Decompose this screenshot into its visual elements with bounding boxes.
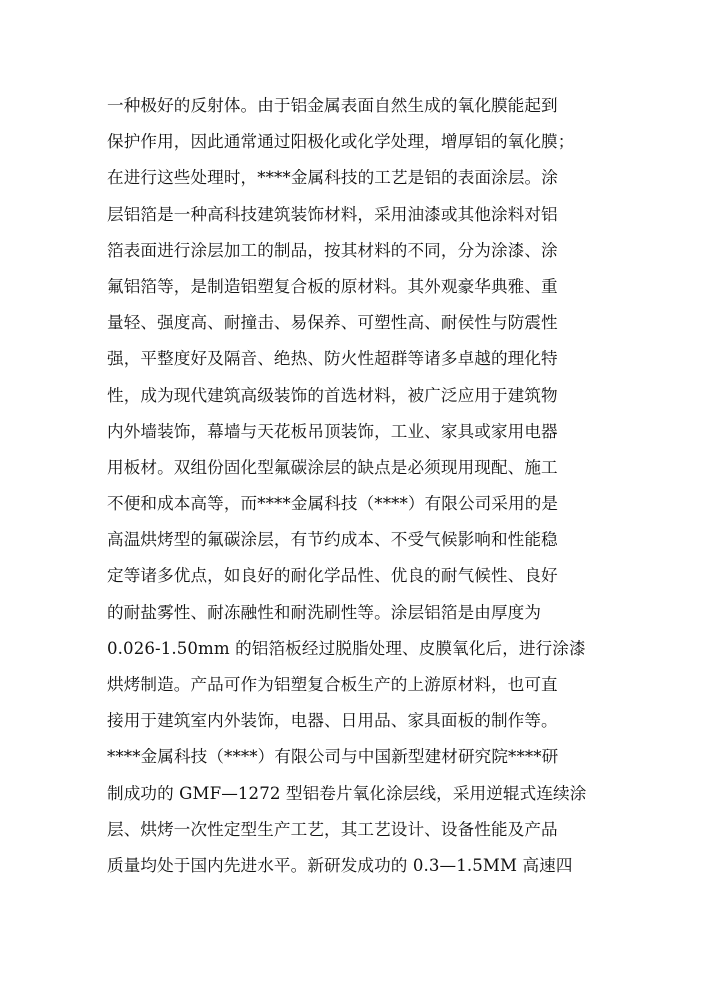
text-line: ****金属科技（****）有限公司与中国新型建材研究院****研 xyxy=(107,747,559,767)
text-line: 在进行这些处理时，****金属科技的工艺是铝的表面涂层。涂 xyxy=(107,168,558,188)
body-text xyxy=(107,88,597,884)
text-line: 制成功的 GMF—1272 型铝卷片氧化涂层线，采用逆辊式连续涂 xyxy=(107,783,587,803)
text-line: 强，平整度好及隔音、绝热、防火性超群等诸多卓越的理化特 xyxy=(107,349,558,369)
text-line: 一种极好的反射体。由于铝金属表面自然生成的氧化膜能起到 xyxy=(107,96,558,115)
text-line: 接用于建筑室内外装饰，电器、日用品、家具面板的制作等。 xyxy=(107,711,558,731)
text-line: 不便和成本高等，而****金属科技（****）有限公司采用的是 xyxy=(107,494,559,514)
text-line: 性，成为现代建筑高级装饰的首选材料，被广泛应用于建筑物 xyxy=(107,385,558,405)
text-line: 保护作用，因此通常通过阳极化或化学处理，增厚铝的氧化膜； xyxy=(107,132,575,152)
text-line: 层铝箔是一种高科技建筑装饰材料，采用油漆或其他涂料对铝 xyxy=(107,204,558,224)
text-line: 定等诸多优点，如良好的耐化学品性、优良的耐气候性、良好 xyxy=(107,566,558,586)
text-line: 氟铝箔等，是制造铝塑复合板的原材料。其外观豪华典雅、重 xyxy=(107,276,558,296)
text-line: 烘烤制造。产品可作为铝塑复合板生产的上游原材料，也可直 xyxy=(107,675,558,694)
text-line: 内外墙装饰，幕墙与天花板吊顶装饰，工业、家具或家用电器 xyxy=(107,421,558,441)
text-line: 箔表面进行涂层加工的制品，按其材料的不同，分为涂漆、涂 xyxy=(107,240,558,260)
text-line: 层、烘烤一次性定型生产工艺，其工艺设计、设备性能及产品 xyxy=(107,819,558,839)
text-line: 0.026-1.50mm 的铝箔板经过脱脂处理、皮膜氧化后，进行涂漆 xyxy=(107,638,586,658)
text-line: 高温烘烤型的氟碳涂层，有节约成本、不受气候影响和性能稳 xyxy=(107,530,558,550)
text-line: 质量均处于国内先进水平。新研发成功的 0.3—1.5MM 高速四 xyxy=(107,855,573,875)
text-line: 的耐盐雾性、耐冻融性和耐洗刷性等。涂层铝箔是由厚度为 xyxy=(107,602,542,622)
text-line: 量轻、强度高、耐撞击、易保养、可塑性高、耐侯性与防震性 xyxy=(107,313,558,333)
text-line: 用板材。双组份固化型氟碳涂层的缺点是必须现用现配、施工 xyxy=(107,457,558,477)
